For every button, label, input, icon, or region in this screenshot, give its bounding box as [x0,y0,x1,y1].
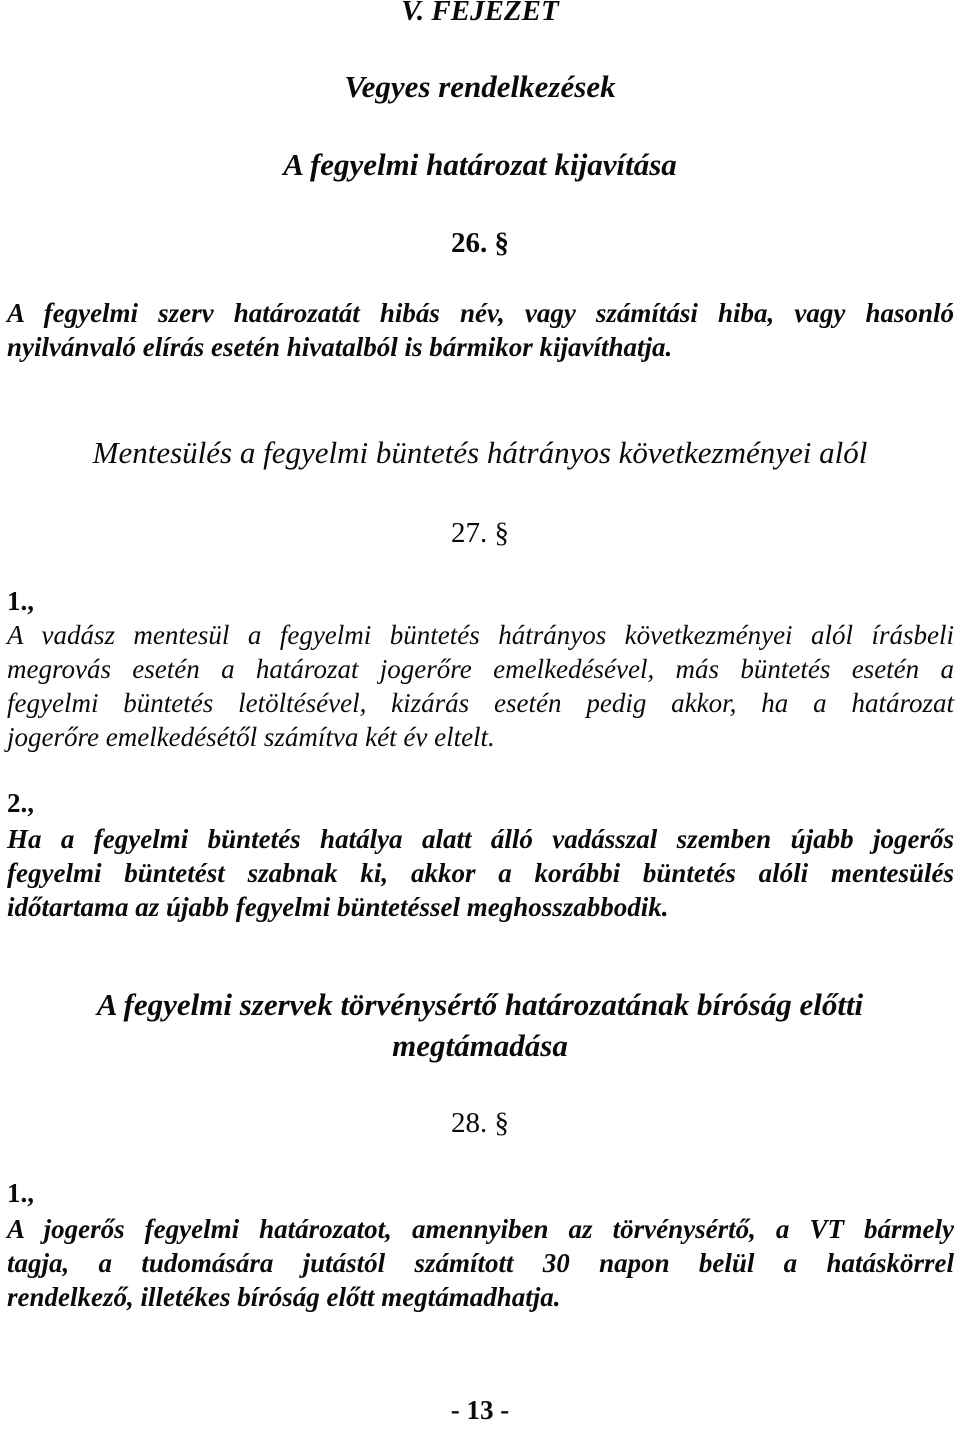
page-number: - 13 - [450,1395,510,1425]
point-label-27-1: 1., [7,586,34,616]
paragraph-28-1-line: tagja, a tudomására jutástól számított 30 napon belül a hatáskörrel [7,1248,954,1278]
paragraph-27-1-line: A vadász mentesül a fegyelmi büntetés hátrányos következményei alól írásbeli [7,620,954,650]
chapter-subtitle: Vegyes rendelkezések [344,69,616,104]
section-title-appeal-line1: A fegyelmi szervek törvénysértő határozatának bíróság előtti [96,987,864,1022]
paragraph-27-2-line: fegyelmi büntetést szabnak ki, akkor a korábbi büntetés alóli mentesülés [7,858,954,888]
paragraph-27-2-line: időtartama az újabb fegyelmi büntetéssel meghosszabbodik. [7,892,669,922]
paragraph-27-1-line: fegyelmi büntetés letöltésével, kizárás esetén pedig akkor, ha a határozat [7,688,954,718]
paragraph-26-text [7,296,954,364]
paragraph-number-28: 28. § [451,1107,509,1139]
paragraph-27-1-line: jogerőre emelkedésétől számítva két év eltelt. [7,722,495,752]
section-title-correction: A fegyelmi határozat kijavítása [283,147,677,182]
paragraph-28-1-line: rendelkező, illetékes bíróság előtt megtámadhatja. [7,1282,561,1312]
section-title-exemption: Mentesülés a fegyelmi büntetés hátrányos következményei alól [92,435,868,470]
paragraph-26-line: nyilvánvaló elírás esetén hivatalból is bármikor kijavíthatja. [7,332,673,362]
point-label-28-1: 1., [7,1178,34,1208]
paragraph-27-1-line: megrovás esetén a határozat jogerőre emelkedésével, más büntetés esetén a [7,654,954,684]
section-title-appeal-line2: megtámadása [392,1028,568,1063]
paragraph-27-2-text [7,822,954,924]
paragraph-26-line: A fegyelmi szerv határozatát hibás név, vagy számítási hiba, vagy hasonló [7,298,954,328]
paragraph-27-2-line: Ha a fegyelmi büntetés hatálya alatt álló vadásszal szemben újabb jogerős [7,824,954,854]
paragraph-27-1-text [7,618,954,754]
paragraph-number-27: 27. § [451,517,509,549]
paragraph-number-26: 26. § [451,227,509,259]
point-label-27-2: 2., [7,788,34,818]
paragraph-28-1-text [7,1212,954,1314]
chapter-heading: V. FEJEZET [401,0,559,27]
paragraph-28-1-line: A jogerős fegyelmi határozatot, amennyiben az törvénysértő, a VT bármely [7,1214,954,1244]
